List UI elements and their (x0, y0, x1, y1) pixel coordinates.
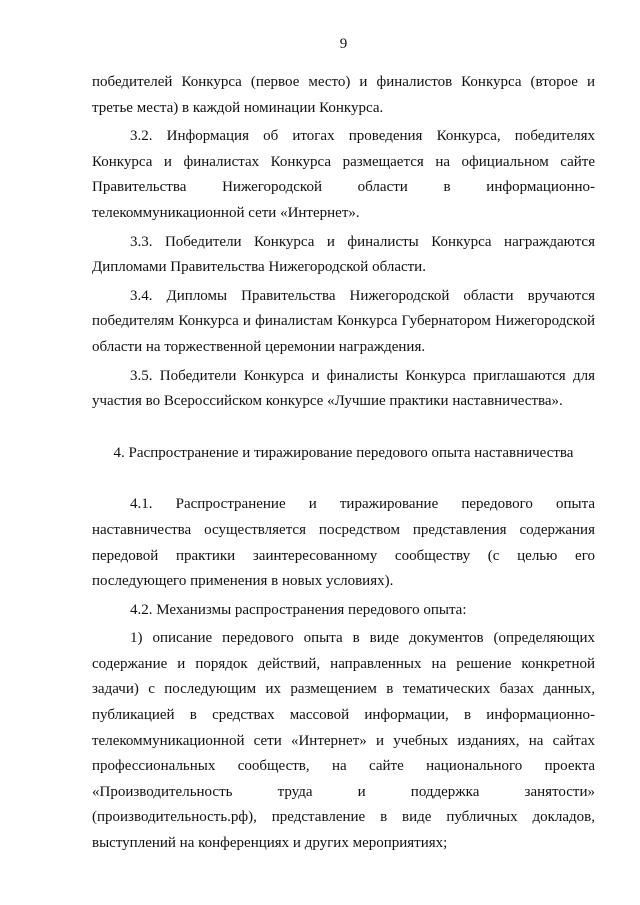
paragraph-3-5: 3.5. Победители Конкурса и финалисты Конкурса приглашаются для участия во Всероссийском конкурсе «Лучшие практики наставничества». (92, 367, 595, 410)
section-heading: 4. Распространение и тиражирование передового опыта наставничества (113, 444, 574, 461)
paragraph-3-4: 3.4. Дипломы Правительства Нижегородской области вручаются победителям Конкурса и финалистам Конкурса Губернатором Нижегородской области на торжественной церемонии награждения. (92, 287, 595, 355)
page-number: 9 (339, 36, 348, 52)
paragraph-3-3: 3.3. Победители Конкурса и финалисты Конкурса награждаются Дипломами Правительства Нижегородской области. (92, 233, 595, 276)
paragraph-3-2: 3.2. Информация об итогах проведения Конкурса, победителях Конкурса и финалистах Конкурса размещается на официальном сайте Правительства Нижегородской области в информационно-телекоммуникационной сети «Интернет». (92, 128, 595, 221)
paragraph-4-2-item-1: 1) описание передового опыта в виде документов (определяющих содержание и порядок действий, направленных на решение конкретной задачи) с последующим их размещением в тематических базах данных, публикацией в средствах массовой информации, в информационно-телекоммуникационной сети «Интернет» и учебных изданиях, на сайтах профессиональных сообществ, на сайте национального проекта «Производительность труда и поддержка занятости» (производительность.рф), представление в виде публичных докладов, выступлений на конференциях и других мероприятиях; (92, 630, 595, 852)
document-page (92, 34, 595, 857)
paragraph-4-2: 4.2. Механизмы распространения передового опыта: (130, 601, 467, 618)
paragraph-continuation: победителей Конкурса (первое место) и финалистов Конкурса (второе и третье места) в каждой номинации Конкурса. (92, 74, 595, 116)
paragraph-4-1: 4.1. Распространение и тиражирование передового опыта наставничества осуществляется посредством представления содержания передовой практики заинтересованному сообществу (с целью его последующего применения в новых условиях). (92, 496, 595, 590)
